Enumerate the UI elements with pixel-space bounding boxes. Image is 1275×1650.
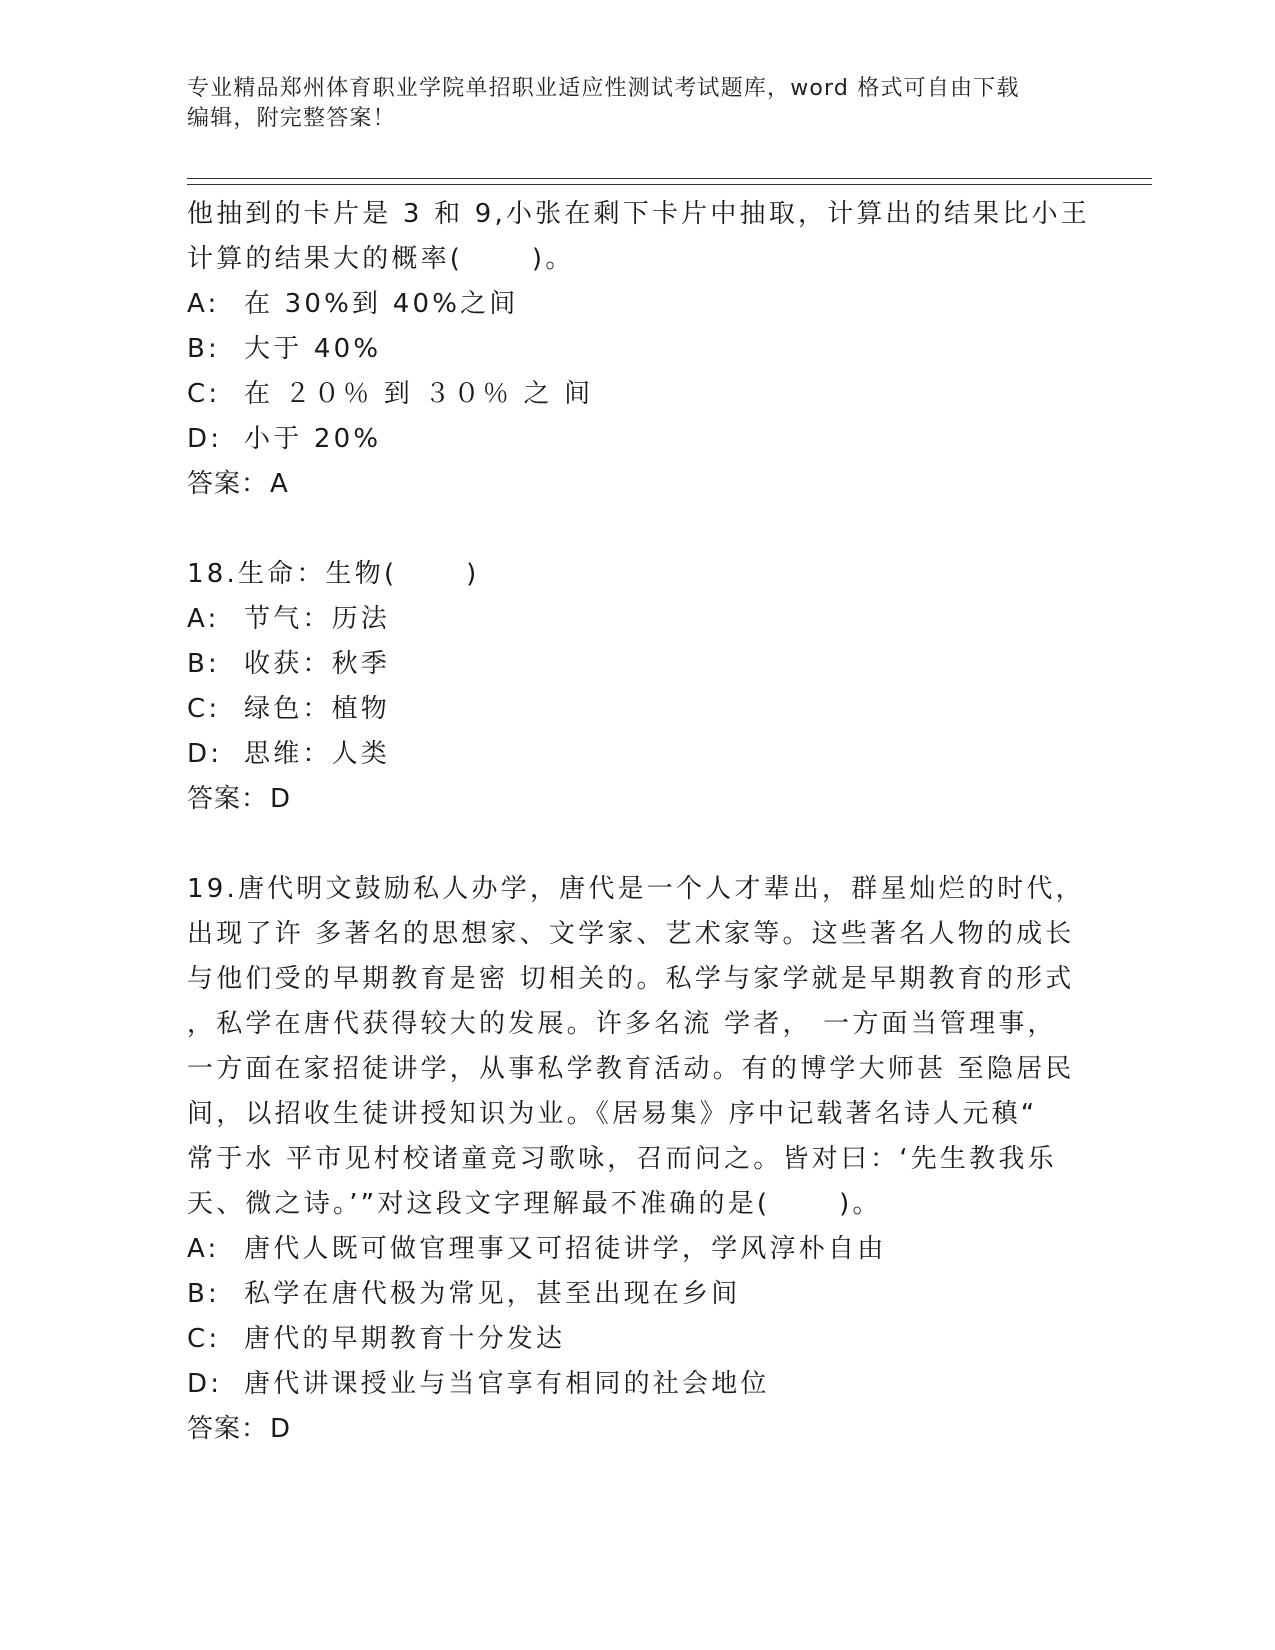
option-text: 唐代的早期教育十分发达 (244, 1324, 566, 1354)
answer-line (187, 462, 1087, 507)
question-18 (187, 552, 1087, 822)
header-line-2: 编辑，附完整答案！ (187, 106, 396, 131)
question-stem-line: 一方面在家招徒讲学，从事私学教育活动。有的博学大师甚 至隐居民 (187, 1054, 1075, 1084)
option-key: D: (187, 739, 223, 769)
option-text: 收获：秋季 (244, 649, 391, 679)
document-body (187, 192, 1090, 1452)
option-key: A: (187, 289, 220, 319)
option-c (187, 687, 1087, 732)
option-text: 在 30%到 40%之间 (244, 289, 519, 319)
question-stem-line: 他抽到的卡片是 3 和 9,小张在剩下卡片中抽取，计算出的结果比小王 (187, 199, 1090, 229)
option-key: B: (187, 334, 220, 364)
option-b (187, 642, 1087, 687)
question-stem-line: 计算的结果大的概率( )。 (187, 244, 575, 274)
option-c (187, 1317, 1087, 1362)
option-text: 大于 40% (244, 334, 382, 364)
page-header (187, 74, 1087, 134)
header-divider-bottom (187, 184, 1152, 185)
spacer (187, 822, 1087, 867)
option-key: D: (187, 1369, 223, 1399)
option-c (187, 372, 1087, 417)
option-d (187, 1362, 1087, 1407)
question-stem-line: 出现了许 多著名的思想家、文学家、艺术家等。这些著名人物的成长 (187, 919, 1075, 949)
option-text: 思维：人类 (244, 739, 391, 769)
option-key: A: (187, 604, 220, 634)
answer-line (187, 777, 1087, 822)
question-stem-line: 与他们受的早期教育是密 切相关的。私学与家学就是早期教育的形式 (187, 964, 1075, 994)
answer-line (187, 1407, 1087, 1452)
answer-value: D (270, 784, 292, 814)
question-stem-line: ，私学在唐代获得较大的发展。许多名流 学者， 一方面当管理事， (187, 1009, 1057, 1039)
option-text: 节气：历法 (244, 604, 391, 634)
option-a (187, 1227, 1087, 1272)
option-key: C: (187, 694, 221, 724)
option-b (187, 327, 1087, 372)
option-key: A: (187, 1234, 220, 1264)
question-stem-line: 间，以招收生徒讲授知识为业。《居易集》序中记载著名诗人元稹“ (187, 1099, 1038, 1129)
spacer (187, 507, 1087, 552)
option-key: B: (187, 649, 220, 679)
option-text: 小于 20% (244, 424, 382, 454)
question-stem-line: 19.唐代明文鼓励私人办学，唐代是一个人才辈出，群星灿烂的时代， (187, 874, 1085, 904)
header-line-1: 专业精品郑州体育职业学院单招职业适应性测试考试题库，word 格式可自由下载 (187, 76, 1020, 101)
option-a (187, 282, 1087, 327)
option-d (187, 417, 1087, 462)
option-key: C: (187, 379, 221, 409)
header-divider-top (187, 178, 1152, 179)
answer-value: D (270, 1414, 292, 1444)
option-b (187, 1272, 1087, 1317)
option-text: 私学在唐代极为常见，甚至出现在乡间 (244, 1279, 741, 1309)
question-stem-line: 常于水 平市见村校诸童竞习歌咏，召而问之。皆对曰：‘先生教我乐 (187, 1144, 1057, 1174)
question-stem-line: 天、微之诗。’”对这段文字理解最不准确的是( )。 (187, 1189, 882, 1219)
answer-label: 答案： (187, 1414, 269, 1444)
option-text: 在 ２０％ 到 ３０％ 之 间 (244, 379, 594, 409)
option-key: B: (187, 1279, 220, 1309)
question-19 (187, 867, 1087, 1452)
option-key: C: (187, 1324, 221, 1354)
option-a (187, 597, 1087, 642)
answer-label: 答案： (187, 469, 269, 499)
question-stem-line: 18.生命：生物( ) (187, 559, 480, 589)
option-text: 绿色：植物 (244, 694, 391, 724)
option-text: 唐代讲课授业与当官享有相同的社会地位 (244, 1369, 770, 1399)
option-key: D: (187, 424, 223, 454)
option-text: 唐代人既可做官理事又可招徒讲学，学风淳朴自由 (244, 1234, 887, 1264)
question-17 (187, 192, 1090, 507)
answer-label: 答案： (187, 784, 269, 814)
option-d (187, 732, 1087, 777)
answer-value: A (270, 469, 289, 499)
